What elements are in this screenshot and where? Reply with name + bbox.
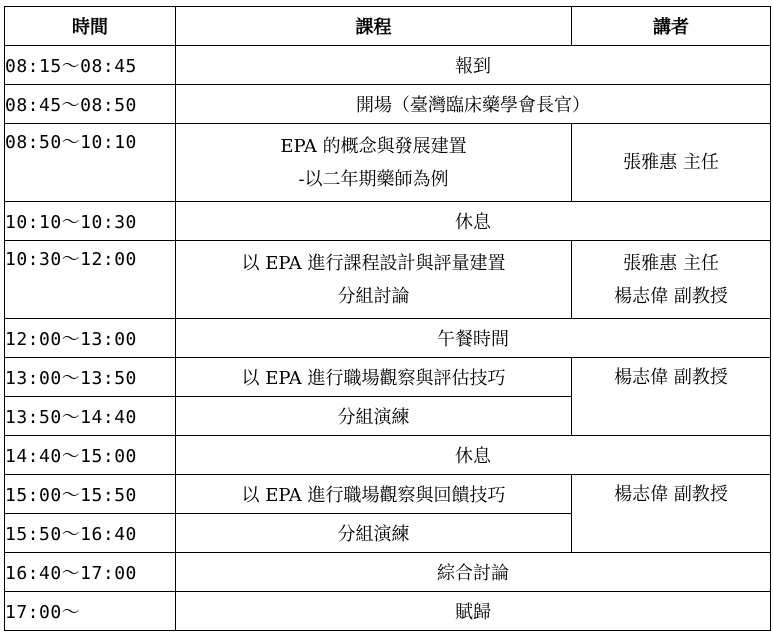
time-cell: 13:00～13:50 — [5, 358, 176, 397]
table-row — [5, 124, 771, 202]
header-course: 課程 — [176, 7, 572, 46]
time-cell: 10:30～12:00 — [5, 241, 176, 319]
table-row — [5, 85, 771, 124]
header-time: 時間 — [5, 7, 176, 46]
speaker-cell — [572, 475, 771, 553]
speaker-line: 張雅惠 主任 — [623, 152, 719, 173]
table-row — [5, 436, 771, 475]
time-cell: 16:40～17:00 — [5, 553, 176, 592]
course-cell: 分組演練 — [176, 514, 572, 553]
table-row — [5, 592, 771, 631]
course-cell: 以 EPA 進行職場觀察與評估技巧 — [176, 358, 572, 397]
table-row — [5, 553, 771, 592]
course-cell — [176, 241, 572, 319]
speaker-line: 楊志偉 副教授 — [614, 484, 728, 505]
speaker-cell — [572, 124, 771, 202]
header-speaker: 講者 — [572, 7, 771, 46]
course-cell: 以 EPA 進行職場觀察與回饋技巧 — [176, 475, 572, 514]
table-row — [5, 475, 771, 514]
course-cell: 賦歸 — [176, 592, 771, 631]
time-cell: 13:50～14:40 — [5, 397, 176, 436]
time-cell: 15:50～16:40 — [5, 514, 176, 553]
table-row — [5, 319, 771, 358]
course-cell: 休息 — [176, 436, 771, 475]
time-cell: 08:50～10:10 — [5, 124, 176, 202]
speaker-line: 楊志偉 副教授 — [614, 285, 728, 307]
speaker-cell — [572, 241, 771, 319]
course-cell: 報到 — [176, 46, 771, 85]
course-cell: 開場（臺灣臨床藥學會長官） — [176, 85, 771, 124]
course-line: 分組討論 — [337, 285, 410, 307]
header-row — [5, 7, 771, 46]
time-cell: 14:40～15:00 — [5, 436, 176, 475]
course-cell: 綜合討論 — [176, 553, 771, 592]
course-line: EPA 的概念與發展建置 — [280, 135, 467, 157]
table-row — [5, 358, 771, 397]
time-cell: 12:00～13:00 — [5, 319, 176, 358]
speaker-line: 張雅惠 主任 — [623, 252, 719, 274]
course-cell: 分組演練 — [176, 397, 572, 436]
course-cell — [176, 124, 572, 202]
table-row — [5, 202, 771, 241]
time-cell: 08:15～08:45 — [5, 46, 176, 85]
course-line: -以二年期藥師為例 — [298, 168, 449, 190]
course-cell: 午餐時間 — [176, 319, 771, 358]
time-cell: 08:45～08:50 — [5, 85, 176, 124]
table-row — [5, 241, 771, 319]
time-cell: 15:00～15:50 — [5, 475, 176, 514]
schedule-table — [4, 6, 771, 631]
time-cell: 17:00～ — [5, 592, 176, 631]
time-cell: 10:10～10:30 — [5, 202, 176, 241]
speaker-cell — [572, 358, 771, 436]
speaker-line: 楊志偉 副教授 — [614, 367, 728, 388]
table-row — [5, 46, 771, 85]
course-line: 以 EPA 進行課程設計與評量建置 — [241, 252, 506, 274]
course-cell: 休息 — [176, 202, 771, 241]
